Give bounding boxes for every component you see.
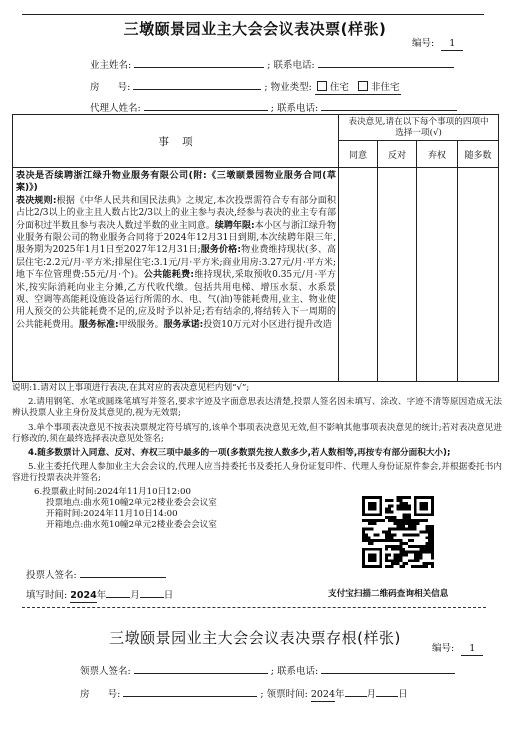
opinion-header: 表决意见,请在以下每个事项的四项中选择一项(√) (339, 115, 499, 141)
col-oppose: 反对 (378, 141, 417, 168)
vote-cell-follow-majority[interactable] (458, 168, 499, 382)
stub-phone-label: ; 联系电话: (270, 666, 319, 677)
stub-receiver-row (80, 662, 500, 678)
owner-row (90, 56, 490, 72)
stub-number (432, 643, 483, 656)
matter-title: 表决是否续聘浙江绿升物业服务有限公司(附:《三墩颐景园物业服务合同(草案)》) (16, 171, 336, 194)
ballot-number-label: 编号: (412, 38, 435, 49)
note-6: 6.投票截止时间:2024年11月10日12:00 (34, 486, 191, 497)
fill-time-row (26, 586, 173, 603)
stub-month-unit: 月 (366, 689, 377, 700)
ballot-number-value: 1 (441, 38, 463, 51)
stub-phone-field[interactable] (321, 662, 455, 674)
cut-line (22, 607, 486, 608)
receiver-label: 领票人签名: (80, 666, 131, 677)
ballot-title: 三墩颐景园业主大会会议表决票(样张) (123, 20, 387, 38)
price-label: 服务价格: (200, 245, 241, 256)
owner-name-label: 业主姓名: (90, 60, 132, 71)
term-label: 续聘年限: (214, 220, 255, 231)
rule-text: 根据《中华人民共和国民法典》之规定,本次投票需符合专有部分面积占比2/3以上的业主且人数占比2/3以上的业主参与表决,经参与表决的业主专有部分面积过半数且参与表决人数过半数的业主同意。 (16, 195, 336, 231)
stub-year-unit: 年 (335, 689, 345, 700)
voter-sign-field[interactable] (80, 566, 166, 578)
qr-caption: 支付宝扫描二维码查询相关信息 (328, 589, 449, 599)
note-5: 5.业主委托代理人参加业主大会会议的,代理人应当持委托书及委托人身份证复印件、代理人身份证原件参会,并根据委托书内容进行投票表决并签名; (12, 462, 502, 484)
vote-cell-oppose[interactable] (378, 168, 417, 382)
public-label: 公共能耗费: (143, 270, 194, 281)
voter-sign-label: 投票人签名: (26, 570, 77, 581)
col-follow-majority: 随多数 (458, 141, 499, 168)
commit-label: 服务承诺: (163, 319, 204, 330)
voter-sign-row (26, 566, 166, 582)
fill-month-field[interactable] (106, 586, 130, 598)
non-residential-label: 非住宅 (370, 82, 400, 93)
stub-number-label: 编号: (432, 643, 455, 654)
matters-header: 事 项 (13, 115, 339, 168)
contact-phone-label: ; 联系电话: (267, 60, 315, 71)
open-time: 开箱时间:2024年11月10日14:00 (46, 509, 178, 520)
proxy-phone-field[interactable] (321, 99, 457, 111)
matter-content (13, 168, 339, 382)
fill-time-label: 填写时间: (26, 590, 68, 601)
fill-month-unit: 月 (130, 590, 140, 601)
commit-text: 投资10万元对小区进行提升改造 (203, 319, 332, 330)
open-place: 开箱地点:曲水苑10幢2单元2楼业委会会议室 (46, 520, 217, 531)
top-rule (22, 14, 484, 15)
price-text: 物业费维持现状(多、高层住宅:2.2元/月·平方米;排屋住宅:3.1元/月·平方米;商业用房:3.27元/月·平方米;地下车位管理费:55元/月·个)。 (16, 245, 336, 281)
note-2: 2.请用钢笔、水笔或圆珠笔填写并签名,要求字迹及字面意思表达清楚,投票人签名因未填写、涂改、字迹不清等原因造成无法辨认投票人业主身份及其意见的,视为无效票; (12, 397, 502, 419)
stub-number-value: 1 (461, 643, 483, 656)
standard-text: 甲级服务。 (118, 319, 164, 330)
stub-year: 2024 (310, 689, 336, 700)
vote-cell-abstain[interactable] (417, 168, 458, 382)
non-residential-checkbox[interactable] (358, 81, 368, 91)
stub-title: 三墩颐景园业主大会会议表决票存根(样张) (109, 629, 401, 647)
stub-day-unit: 日 (398, 689, 408, 700)
col-abstain: 弃权 (417, 141, 458, 168)
room-label: 房 号: (90, 82, 131, 93)
stub-month-field[interactable] (345, 685, 367, 697)
vote-place: 投票地点:曲水苑10幢2单元2楼业委会会议室 (46, 497, 217, 508)
receive-time-label: ; 领票时间: (260, 689, 308, 700)
fill-year: 2024 (70, 590, 97, 601)
ballot-number (412, 38, 463, 51)
stub-room-label: 房 号: (80, 689, 121, 700)
stub-day-field[interactable] (376, 685, 398, 697)
property-type-options (315, 81, 402, 95)
standard-label: 服务标准: (79, 319, 119, 330)
note-3: 3.单个事项表决意见不按表决票规定符号填写的,该单个事项表决意见无效,但不影响其他事项表决意见的统计;若对表决意见进行修改的,须在最终选择表决意见处签名; (12, 422, 502, 444)
room-field[interactable] (133, 78, 261, 90)
voting-table (12, 114, 499, 382)
proxy-phone-label: ; 联系电话: (270, 103, 319, 114)
proxy-row (90, 99, 490, 115)
proxy-name-label: 代理人姓名: (90, 103, 141, 114)
stub-room-row (80, 685, 500, 702)
col-agree: 同意 (339, 141, 378, 168)
receiver-sign-field[interactable] (134, 662, 268, 674)
vote-cell-agree[interactable] (339, 168, 378, 382)
contact-phone-field[interactable] (318, 56, 454, 68)
qr-code[interactable] (362, 496, 434, 568)
residential-label: 住宅 (329, 82, 349, 93)
room-row (90, 78, 500, 95)
term-text: 本小区与浙江绿升物业服务有限公司的物业服务合同将于2024年12月31日到期,本次续聘年限三年,服务期为2025年1月1日至2027年12月31日; (16, 220, 336, 256)
note-4: 4.随多数票计入同意、反对、弃权三项中最多的一项(多数票先按人数多少,若人数相等,再按专有部分面积大小); (28, 448, 451, 459)
fill-year-unit: 年 (96, 590, 107, 601)
public-text: 维持现状,采取预收0.35元/月·平方米,按实际消耗向业主分摊,乙方代收代缴。包括共用电梯、增压水泵、水系景观、空调等高能耗设施设备运行所需的水、电、气(油)等能耗费用,业主、物业使用人预交的公共能耗费不足的,应及时予以补足;若有结余的,将结转入下一周期的公共能耗费用。 (16, 270, 336, 330)
note-1: 说明:1.请对以上事项进行表决,在其对应的表决意见栏内划“√”; (12, 383, 250, 393)
owner-name-field[interactable] (134, 56, 264, 68)
proxy-name-field[interactable] (144, 99, 268, 111)
residential-checkbox[interactable] (317, 81, 327, 91)
rule-label: 表决规则: (16, 195, 57, 206)
property-type-label: ; 物业类型: (264, 82, 312, 93)
fill-day-unit: 日 (163, 590, 174, 601)
fill-day-field[interactable] (140, 586, 164, 598)
stub-room-field[interactable] (123, 685, 257, 697)
